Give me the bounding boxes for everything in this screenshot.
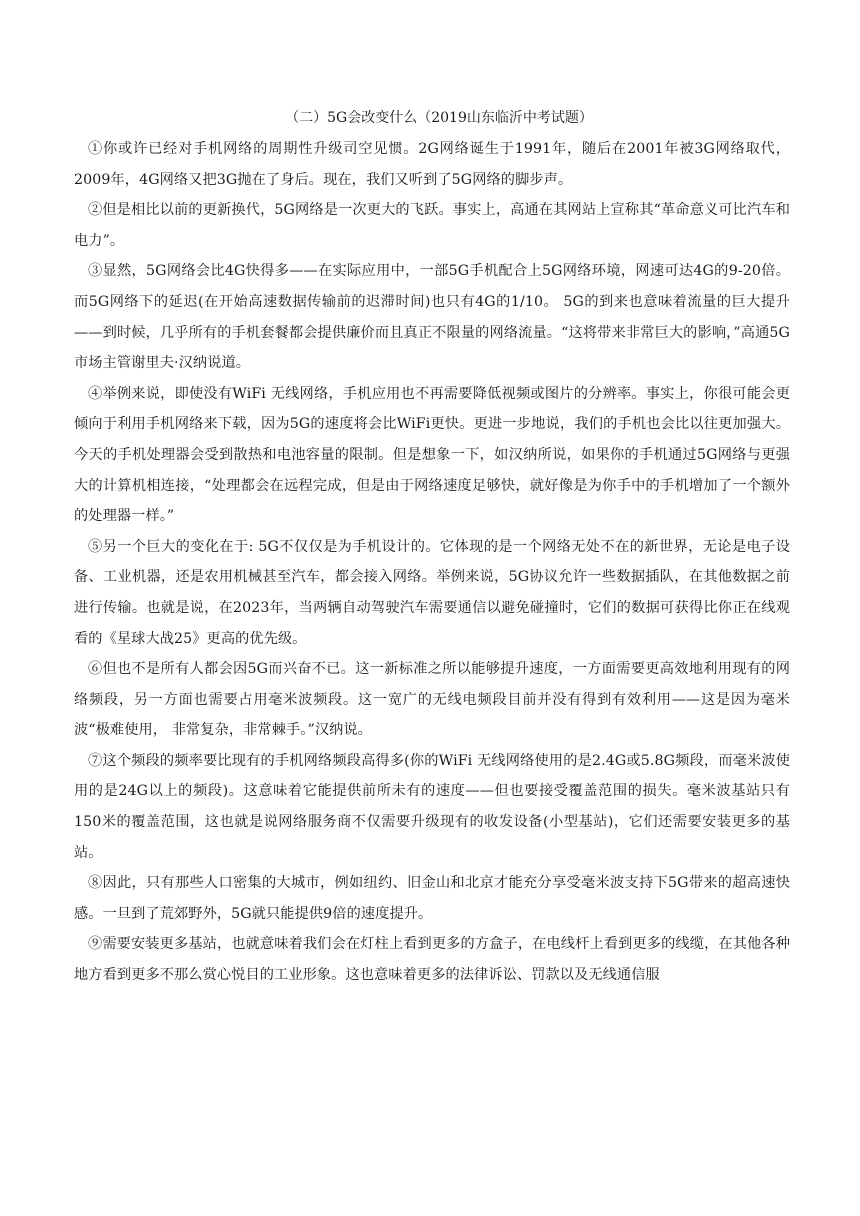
paragraph-7: ⑦这个频段的频率要比现有的手机网络频段高得多(你的WiFi 无线网络使用的是2.4G或5.8G频段，而毫米波使用的是24G以上的频段)。这意味着它能提供前所未有的速度——但也要接受覆盖范围的损失。毫米波基站只有150米的覆盖范围，这也就是说网络服务商不仅需要升级现有的收发设备(小型基站)，它们还需要安装更多的基站。	[74, 752, 790, 861]
paragraph-1: ①你或许已经对手机网络的周期性升级司空见惯。2G网络诞生于1991年，随后在2001年被3G网络取代，2009年，4G网络又把3G抛在了身后。现在，我们又听到了5G网络的脚步声。	[74, 141, 790, 188]
paragraph-8: ⑧因此，只有那些人口密集的大城市，例如纽约、旧金山和北京才能充分享受毫米波支持下5G带来的超高速快感。一旦到了荒郊野外，5G就只能提供9倍的速度提升。	[74, 875, 790, 922]
article-title: （二）5G会改变什么（2019山东临沂中考试题）	[285, 110, 593, 126]
paragraph-4: ④举例来说，即使没有WiFi 无线网络，手机应用也不再需要降低视频或图片的分辨率。事实上，你很可能会更倾向于利用手机网络来下载，因为5G的速度将会比WiFi更快。更进一步地说，我们的手机也会比以往更加强大。今天的手机处理器会受到散热和电池容量的限制。但是想象一下，如汉纳所说，如果你的手机通过5G网络与更强大的计算机相连接，“处理都会在远程完成，但是由于网络速度足够快，就好像是为你手中的手机增加了一个额外的处理器一样。”	[74, 385, 790, 525]
document-page	[74, 106, 790, 991]
paragraph-5: ⑤另一个巨大的变化在于: 5G不仅仅是为手机设计的。它体现的是一个网络无处不在的新世界，无论是电子设备、工业机器，还是农用机械甚至汽车，都会接入网络。举例来说，5G协议允许一些数据插队，在其他数据之前进行传输。也就是说，在2023年，当两辆自动驾驶汽车需要通信以避免碰撞时，它们的数据可获得比你正在线观看的《星球大战25》更高的优先级。	[74, 538, 790, 647]
paragraph-6: ⑥但也不是所有人都会因5G而兴奋不已。这一新标准之所以能够提升速度，一方面需要更高效地利用现有的网络频段，另一方面也需要占用毫米波频段。这一宽广的无线电频段目前并没有得到有效利用——这是因为毫米波“极难使用， 非常复杂，非常棘手。”汉纳说。	[74, 661, 790, 739]
paragraph-3: ③显然，5G网络会比4G快得多——在实际应用中，一部5G手机配合上5G网络环境，网速可达4G的9-20倍。而5G网络下的延迟(在开始高速数据传输前的迟滞时间)也只有4G的1/10。 5G的到来也意味着流量的巨大提升——到时候，几乎所有的手机套餐都会提供廉价而且真正不限量的网络流量。“这将带来非常巨大的影响，”高通5G市场主管谢里夫·汉纳说道。	[74, 263, 790, 372]
paragraph-9: ⑨需要安装更多基站，也就意味着我们会在灯柱上看到更多的方盒子，在电线杆上看到更多的线缆，在其他各种地方看到更多不那么赏心悦目的工业形象。这也意味着更多的法律诉讼、罚款以及无线通信服	[74, 936, 790, 984]
paragraph-2: ②但是相比以前的更新换代，5G网络是一次更大的飞跃。事实上，高通在其网站上宣称其“革命意义可比汽车和电力”。	[74, 202, 790, 249]
